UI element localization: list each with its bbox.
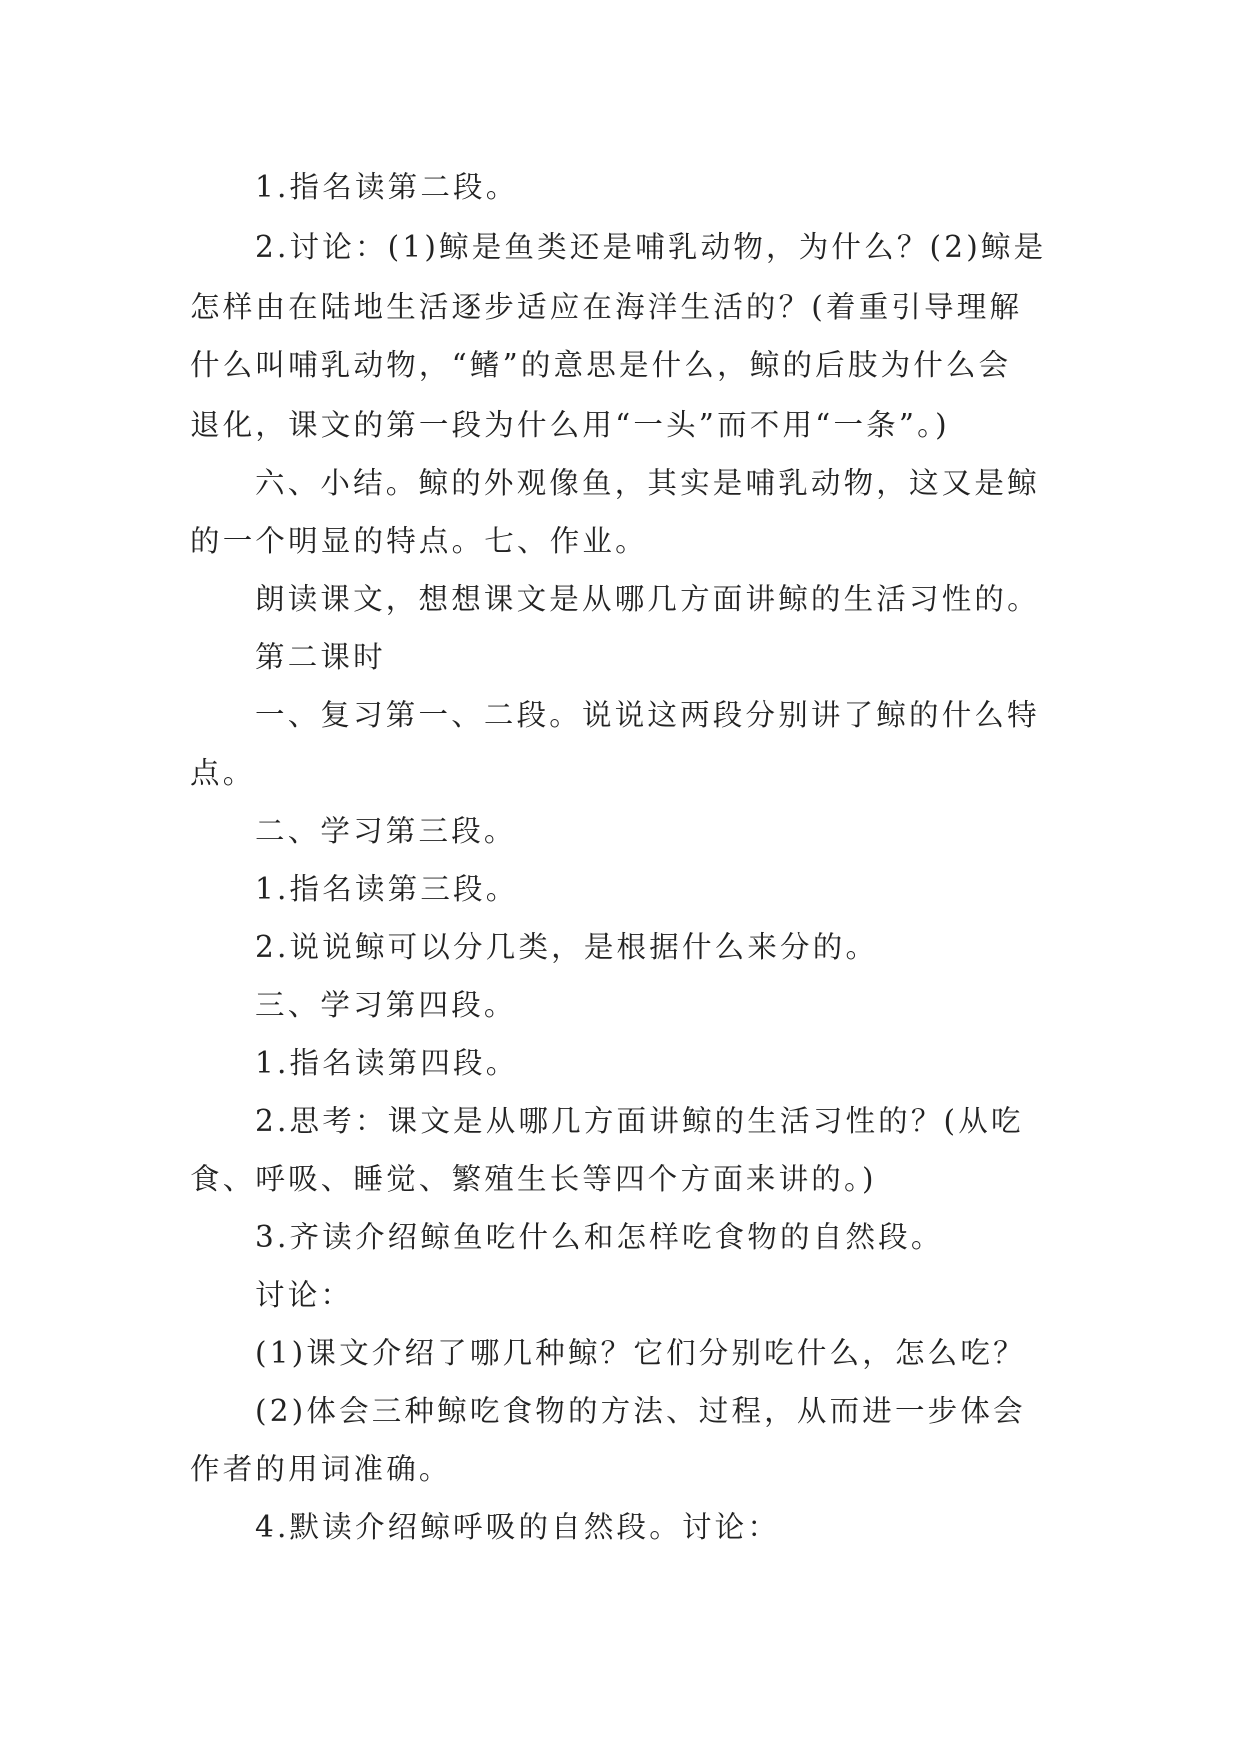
text-line-8: 朗读课文，想想课文是从哪几方面讲鲸的生活习性的。 bbox=[255, 582, 1040, 616]
text-line-16: 1.指名读第四段。 bbox=[255, 1046, 519, 1080]
text-line-13: 1.指名读第三段。 bbox=[255, 872, 519, 906]
text-line-9: 第二课时 bbox=[255, 640, 386, 674]
text-line-10: 一、复习第一、二段。说说这两段分别讲了鲸的什么特 bbox=[255, 698, 1040, 732]
text-line-20: 讨论： bbox=[255, 1278, 354, 1312]
text-line-15: 三、学习第四段。 bbox=[255, 988, 517, 1022]
text-line-1: 1.指名读第二段。 bbox=[255, 170, 519, 204]
text-line-22: (2)体会三种鲸吃食物的方法、过程，从而进一步体会 bbox=[255, 1394, 1026, 1428]
text-line-17: 2.思考：课文是从哪几方面讲鲸的生活习性的？(从吃 bbox=[255, 1104, 1024, 1138]
text-line-14: 2.说说鲸可以分几类，是根据什么来分的。 bbox=[255, 930, 879, 964]
text-line-24: 4.默读介绍鲸呼吸的自然段。讨论： bbox=[255, 1510, 781, 1544]
text-line-7: 的一个明显的特点。七、作业。 bbox=[190, 524, 648, 558]
text-line-11: 点。 bbox=[190, 756, 256, 790]
text-line-18: 食、呼吸、睡觉、繁殖生长等四个方面来讲的。) bbox=[190, 1162, 877, 1196]
text-line-23: 作者的用词准确。 bbox=[190, 1452, 452, 1486]
text-line-12: 二、学习第三段。 bbox=[255, 814, 517, 848]
text-line-3: 怎样由在陆地生活逐步适应在海洋生活的？(着重引导理解 bbox=[190, 290, 1023, 324]
text-line-4: 什么叫哺乳动物，“鳍”的意思是什么，鲸的后肢为什么会 bbox=[190, 348, 1012, 382]
text-line-21: (1)课文介绍了哪几种鲸？它们分别吃什么，怎么吃？ bbox=[255, 1336, 1026, 1370]
text-line-2: 2.讨论：(1)鲸是鱼类还是哺乳动物，为什么？(2)鲸是 bbox=[255, 230, 1047, 264]
text-line-5: 退化，课文的第一段为什么用“一头”而不用“一条”。) bbox=[190, 408, 950, 442]
text-line-19: 3.齐读介绍鲸鱼吃什么和怎样吃食物的自然段。 bbox=[255, 1220, 944, 1254]
text-line-6: 六、小结。鲸的外观像鱼，其实是哺乳动物，这又是鲸 bbox=[255, 466, 1040, 500]
